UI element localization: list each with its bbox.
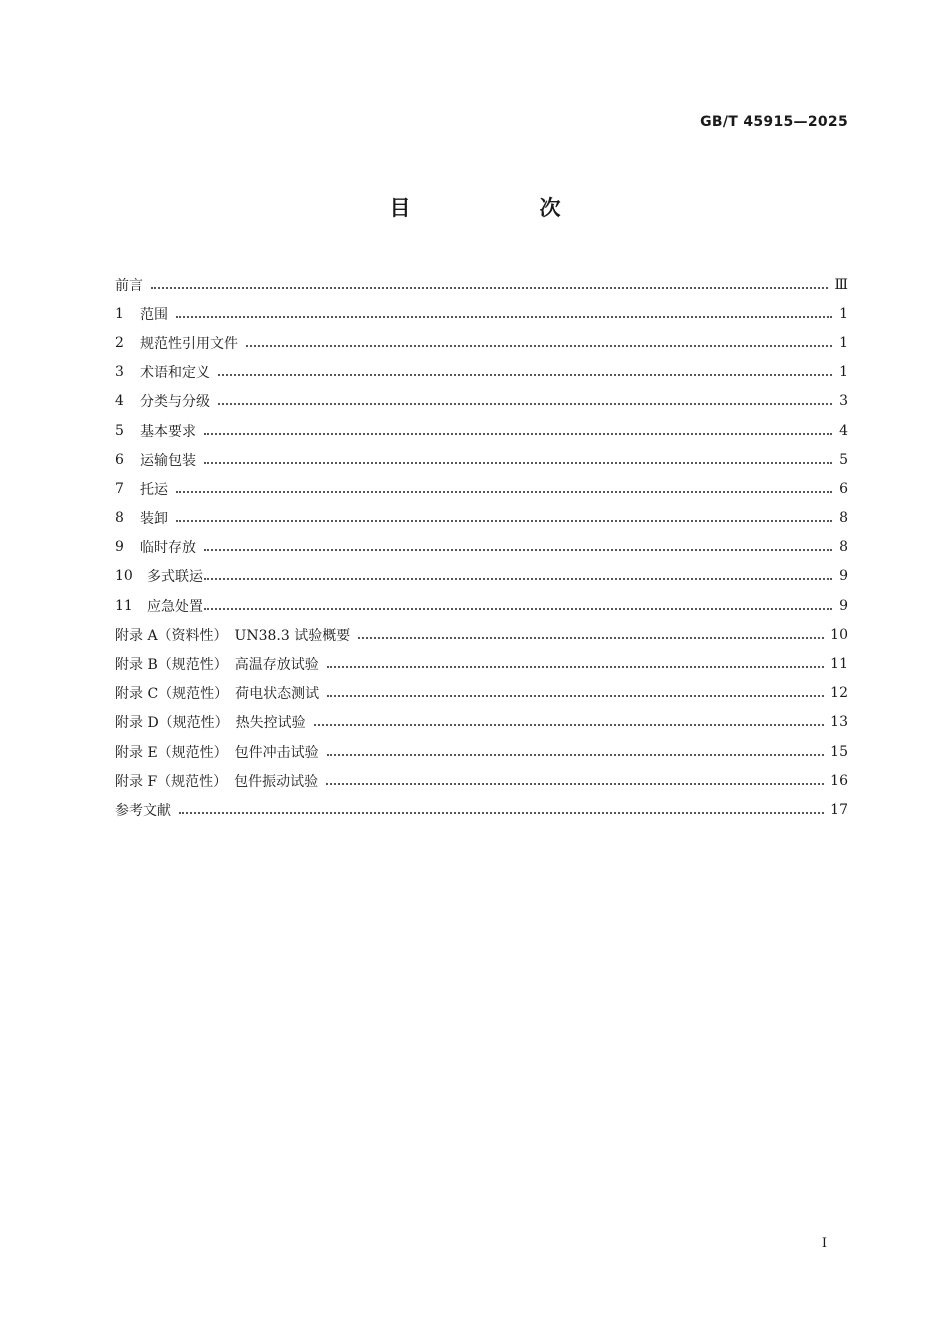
toc-leader-dots — [204, 606, 832, 610]
toc-entry-annex-d[interactable] — [115, 708, 848, 737]
toc-leader-dots — [246, 343, 832, 347]
toc-entry-number: 11 — [115, 597, 133, 614]
toc-entry-page: 5 — [839, 451, 848, 468]
toc-entry-normative-references[interactable] — [115, 328, 848, 357]
toc-entry-page: 15 — [830, 743, 848, 760]
toc-entry-classification[interactable] — [115, 387, 848, 416]
toc-leader-dots — [204, 547, 832, 551]
toc-leader-dots — [204, 431, 832, 435]
toc-entry-annex-f[interactable] — [115, 766, 848, 795]
toc-entry-number: 9 — [115, 539, 124, 556]
toc-entry-page: 9 — [839, 568, 848, 585]
toc-entry-bibliography[interactable] — [115, 795, 848, 824]
toc-entry-annex-b[interactable] — [115, 649, 848, 678]
toc-entry-page: 8 — [839, 539, 848, 556]
toc-entry-annex-a[interactable] — [115, 620, 848, 649]
toc-entry-text: 运输包装 — [140, 452, 196, 469]
toc-entry-number: 10 — [115, 568, 133, 585]
page-title: 目 次 — [389, 196, 615, 220]
toc-entry-text: 托运 — [140, 481, 168, 498]
toc-entry-page: 1 — [839, 364, 848, 381]
toc-entry-scope[interactable] — [115, 299, 848, 328]
toc-entry-page: 10 — [830, 626, 848, 643]
page-number: I — [821, 1236, 827, 1251]
toc-entry-page: 11 — [830, 656, 848, 673]
table-of-contents — [115, 270, 848, 825]
toc-entry-text: 应急处置 — [147, 598, 203, 615]
toc-entry-number: 8 — [115, 510, 124, 527]
toc-entry-text: 附录 C（规范性） 荷电状态测试 — [115, 686, 320, 703]
toc-leader-dots — [314, 722, 824, 726]
toc-leader-dots — [218, 372, 832, 376]
toc-entry-number: 7 — [115, 480, 124, 497]
toc-entry-text: 多式联运 — [147, 569, 203, 586]
toc-entry-page: 1 — [839, 305, 848, 322]
toc-entry-text: 附录 B（规范性） 高温存放试验 — [115, 657, 319, 674]
toc-entry-emergency[interactable] — [115, 591, 848, 620]
toc-entry-text: 附录 E（规范性） 包件冲击试验 — [115, 744, 319, 761]
toc-entry-text: 附录 D（规范性） 热失控试验 — [115, 715, 306, 732]
toc-entry-page: 1 — [839, 334, 848, 351]
toc-leader-dots — [176, 518, 832, 522]
toc-entry-number: 3 — [115, 364, 124, 381]
toc-entry-text: 基本要求 — [140, 423, 196, 440]
toc-leader-dots — [327, 664, 824, 668]
toc-entry-page: 13 — [830, 714, 848, 731]
toc-entry-page: 3 — [839, 393, 848, 410]
toc-entry-text: 参考文献 — [115, 802, 171, 819]
toc-entry-page: 6 — [839, 480, 848, 497]
toc-leader-dots — [151, 285, 828, 289]
toc-entry-text: 前言 — [115, 277, 143, 294]
toc-entry-preface[interactable] — [115, 270, 848, 299]
toc-entry-text: 装卸 — [140, 511, 168, 528]
toc-entry-page: 8 — [839, 510, 848, 527]
toc-entry-text: 术语和定义 — [140, 365, 210, 382]
toc-leader-dots — [327, 693, 824, 697]
toc-entry-loading[interactable] — [115, 504, 848, 533]
toc-entry-text: 附录 F（规范性） 包件振动试验 — [115, 773, 319, 790]
toc-leader-dots — [176, 314, 832, 318]
toc-entry-number: 5 — [115, 422, 124, 439]
toc-entry-terms-definitions[interactable] — [115, 358, 848, 387]
toc-leader-dots — [326, 781, 824, 785]
toc-entry-page: 17 — [830, 801, 848, 818]
toc-entry-text: 分类与分级 — [140, 394, 210, 411]
toc-entry-text: 临时存放 — [140, 540, 196, 557]
toc-leader-dots — [327, 752, 825, 756]
toc-leader-dots — [358, 635, 824, 639]
toc-leader-dots — [218, 401, 832, 405]
toc-entry-text: 范围 — [140, 306, 168, 323]
toc-entry-number: 2 — [115, 334, 124, 351]
toc-entry-number: 1 — [115, 305, 124, 322]
toc-leader-dots — [204, 460, 832, 464]
toc-entry-temporary-storage[interactable] — [115, 533, 848, 562]
toc-entry-page: 9 — [839, 597, 848, 614]
toc-entry-basic-requirements[interactable] — [115, 416, 848, 445]
toc-entry-consignment[interactable] — [115, 474, 848, 503]
toc-entry-packaging[interactable] — [115, 445, 848, 474]
toc-entry-annex-c[interactable] — [115, 679, 848, 708]
standard-code: GB/T 45915—2025 — [700, 114, 848, 130]
toc-entry-page: Ⅲ — [834, 276, 848, 293]
toc-entry-text: 规范性引用文件 — [140, 335, 238, 352]
toc-entry-number: 4 — [115, 393, 124, 410]
toc-leader-dots — [179, 810, 824, 814]
toc-leader-dots — [176, 489, 832, 493]
toc-entry-page: 4 — [839, 422, 848, 439]
toc-entry-text: 附录 A（资料性） UN38.3 试验概要 — [115, 627, 351, 644]
toc-entry-page: 12 — [830, 685, 848, 702]
toc-entry-number: 6 — [115, 451, 124, 468]
toc-leader-dots — [204, 576, 832, 580]
toc-entry-page: 16 — [830, 772, 848, 789]
toc-entry-annex-e[interactable] — [115, 737, 848, 766]
toc-entry-multimodal[interactable] — [115, 562, 848, 591]
